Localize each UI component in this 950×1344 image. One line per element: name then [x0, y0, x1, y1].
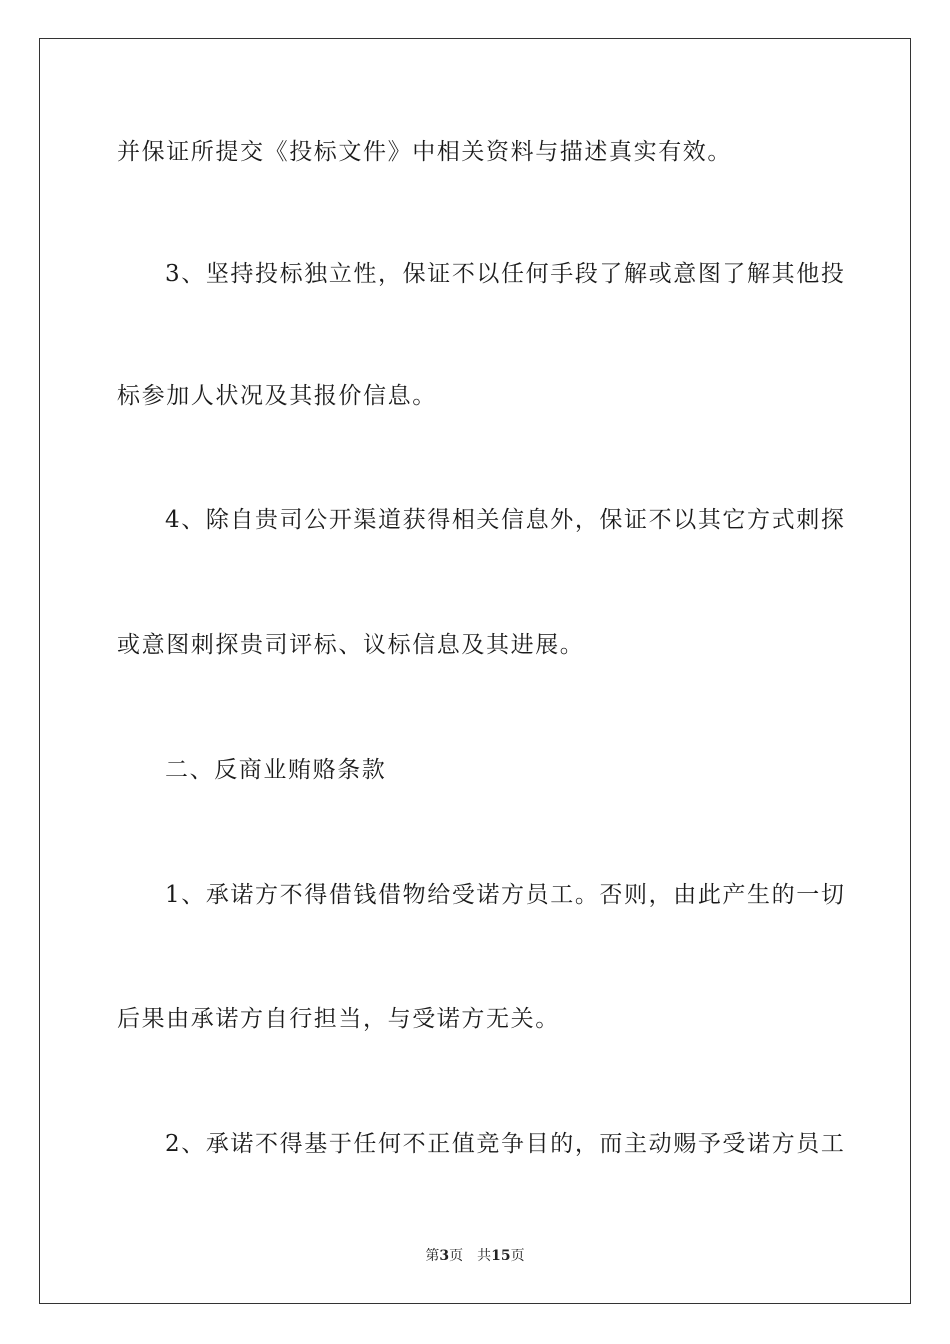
- page-number: 3: [439, 1248, 450, 1264]
- body-line-4: 4、除自贵司公开渠道获得相关信息外，保证不以其它方式刺探: [165, 507, 846, 533]
- body-line-3: 标参加人状况及其报价信息。: [117, 383, 437, 409]
- total-prefix: 共: [477, 1248, 492, 1264]
- page-prefix: 第: [425, 1248, 440, 1264]
- total-suffix: 页: [510, 1248, 525, 1264]
- body-line-9: 2、承诺不得基于任何不正值竞争目的，而主动赐予受诺方员工: [165, 1131, 846, 1157]
- page-suffix: 页: [449, 1248, 464, 1264]
- page-border: [39, 38, 911, 1304]
- body-line-8: 后果由承诺方自行担当，与受诺方无关。: [117, 1006, 560, 1032]
- page-footer: [0, 1247, 950, 1265]
- body-line-5: 或意图刺探贵司评标、议标信息及其进展。: [117, 632, 585, 658]
- total-pages: 15: [491, 1248, 511, 1264]
- section-heading: 二、反商业贿赂条款: [165, 757, 387, 783]
- body-line-7: 1、承诺方不得借钱借物给受诺方员工。否则，由此产生的一切: [165, 882, 846, 908]
- body-line-2: 3、坚持投标独立性，保证不以任何手段了解或意图了解其他投: [165, 261, 846, 287]
- body-line-1: 并保证所提交《投标文件》中相关资料与描述真实有效。: [117, 139, 732, 165]
